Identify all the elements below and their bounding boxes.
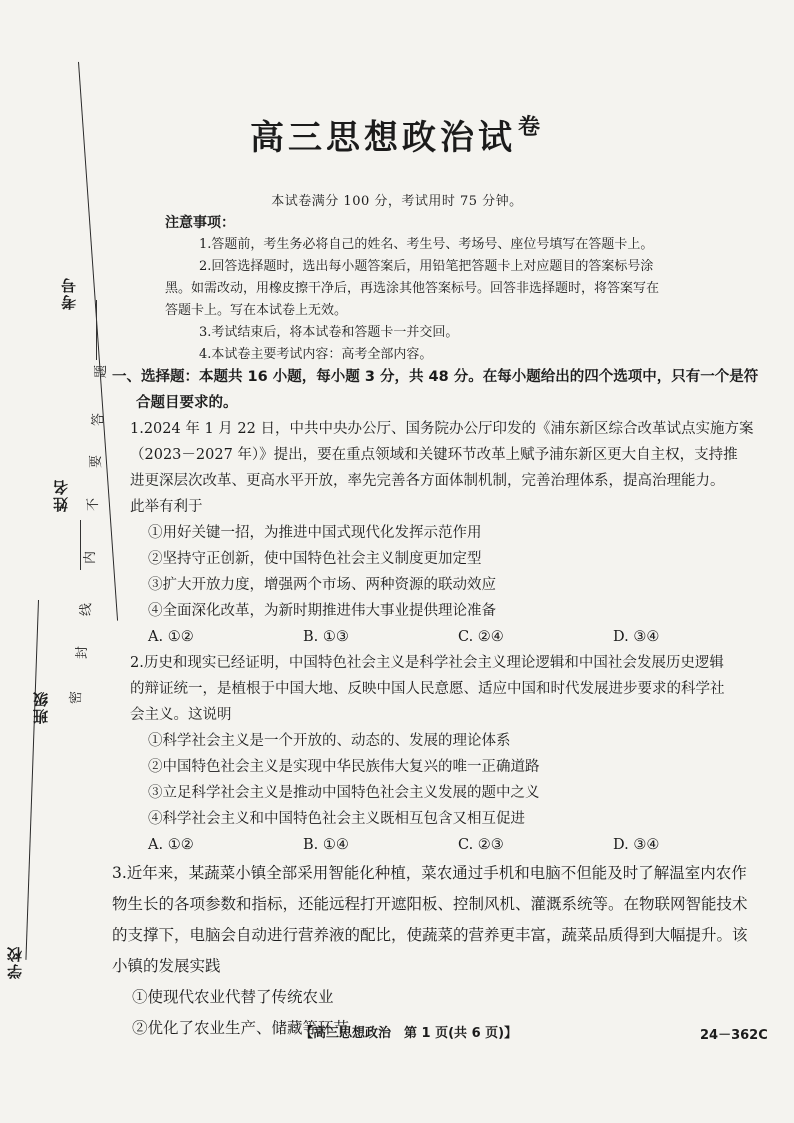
question-stem: 物生长的各项参数和指标，还能远程打开遮阳板、控制风机、灌溉系统等。在物联网智能技术	[112, 895, 748, 913]
paper-code: 24－362C	[700, 1028, 768, 1043]
section-heading-cont: 合题目要求的。	[136, 395, 238, 411]
choice-c: C. ②④	[458, 629, 504, 645]
choice-c: C. ②③	[458, 837, 504, 853]
statement-option: ④科学社会主义和中国特色社会主义既相互包含又相互促进	[148, 811, 525, 827]
statement-option: ①使现代农业代替了传统农业	[132, 988, 334, 1006]
exam-title	[0, 110, 794, 159]
seal-char: 封	[75, 645, 91, 660]
statement-option: ①科学社会主义是一个开放的、动态的、发展的理论体系	[148, 733, 511, 749]
notes-item: 3.考试结束后，将本试卷和答题卡一并交回。	[199, 325, 459, 340]
question-3	[112, 858, 778, 1044]
question-stem: 此举有利于	[130, 499, 203, 515]
statement-option: ④全面深化改革，为新时期推进伟大事业提供理论准备	[148, 603, 496, 619]
question-stem: 进更深层次改革、更高水平开放，率先完善各方面体制机制，完善治理体系，提高治理能力。	[130, 473, 725, 489]
statement-option: ①用好关键一招，为推进中国式现代化发挥示范作用	[148, 525, 482, 541]
name-label: 姓名	[52, 478, 70, 512]
seal-char: 要	[89, 454, 105, 469]
question-stem: 会主义。这说明	[130, 707, 232, 723]
question-stem: 的辩证统一，是植根于中国大地、反映中国人民意愿、适应中国和时代发展进步要求的科学社	[130, 681, 725, 697]
notes-item: 1.答题前，考生务必将自己的姓名、考生号、考场号、座位号填写在答题卡上。	[199, 237, 654, 252]
choice-d: D. ③④	[613, 837, 660, 853]
choice-b: B. ①④	[303, 837, 349, 853]
exam-subtitle: 本试卷满分 100 分，考试用时 75 分钟。	[271, 194, 523, 209]
question-stem: 小镇的发展实践	[112, 957, 221, 975]
statement-option: ②坚持守正创新，使中国特色社会主义制度更加定型	[148, 551, 482, 567]
seal-char: 题	[94, 364, 110, 379]
questions	[112, 364, 778, 1044]
notes-item: 2.回答选择题时，选出每小题答案后，用铅笔把答题卡上对应题目的答案标号涂	[199, 259, 654, 274]
question-stem: 的支撑下，电脑会自动进行营养液的配比，使蔬菜的营养更丰富，蔬菜品质得到大幅提升。该	[112, 926, 748, 944]
statement-option: ③立足科学社会主义是推动中国特色社会主义发展的题中之义	[148, 785, 540, 801]
statement-option: ③扩大开放力度，增强两个市场、两种资源的联动效应	[148, 577, 496, 593]
seal-char: 内	[83, 550, 99, 565]
question-1	[130, 416, 778, 650]
choice-a: A. ①②	[148, 629, 194, 645]
class-label: 班级	[32, 690, 50, 724]
statement-option: ②优化了农业生产、储藏等环节	[132, 1019, 350, 1037]
choice-b: B. ①③	[303, 629, 349, 645]
notes-section	[165, 212, 725, 366]
question-2	[130, 650, 778, 858]
seal-char: 答	[91, 412, 107, 427]
seal-char: 密	[69, 690, 85, 705]
binding-line-lower	[25, 600, 39, 960]
seal-char: 不	[86, 497, 102, 512]
school-label: 学校	[6, 945, 24, 979]
choice-a: A. ①②	[148, 837, 194, 853]
exam-no-line	[96, 300, 97, 360]
answer-choices	[130, 832, 778, 858]
title-text: 高三思想政治试	[249, 118, 516, 158]
question-stem: 1.2024 年 1 月 22 日，中共中央办公厅、国务院办公厅印发的《浦东新区综合改革试点实施方案	[130, 421, 754, 437]
question-stem: 3.近年来，某蔬菜小镇全部采用智能化种植，菜农通过手机和电脑不但能及时了解温室内农作	[112, 864, 747, 882]
notes-item: 4.本试卷主要考试内容：高考全部内容。	[199, 347, 433, 362]
answer-choices	[130, 624, 778, 650]
title-smudge: 卷	[517, 114, 544, 140]
notes-heading: 注意事项：	[165, 215, 235, 231]
choice-d: D. ③④	[613, 629, 660, 645]
question-stem: 2.历史和现实已经证明，中国特色社会主义是科学社会主义理论逻辑和中国社会发展历史逻辑	[130, 655, 724, 671]
page-footer: 【高三思想政治 第 1 页(共 6 页)】	[300, 1026, 518, 1041]
question-stem: （2023－2027 年）》提出，要在重点领域和关键环节改革上赋予浦东新区更大自主权，支持推	[130, 447, 738, 463]
section-heading: 一、选择题：本题共 16 小题，每小题 3 分，共 48 分。在每小题给出的四个选项中，只有一个是符	[112, 369, 759, 385]
statement-option: ②中国特色社会主义是实现中华民族伟大复兴的唯一正确道路	[148, 759, 540, 775]
notes-item: 答题卡上。写在本试卷上无效。	[165, 303, 348, 318]
seal-char: 线	[79, 602, 95, 617]
exam-no-label: 考号	[60, 276, 78, 310]
notes-item: 黑。如需改动，用橡皮擦干净后，再选涂其他答案标号。回答非选择题时，将答案写在	[165, 281, 660, 296]
